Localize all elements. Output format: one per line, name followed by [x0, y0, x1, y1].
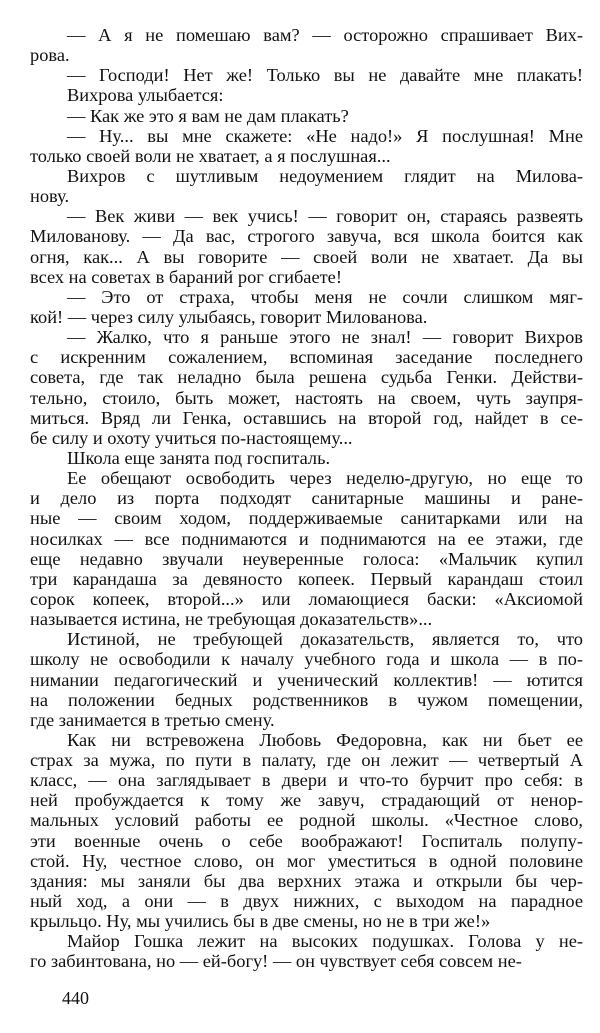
paragraph — [30, 931, 583, 971]
text-line: страх за мужа, по пути в палату, где он лежит — четвертый А — [30, 750, 583, 771]
text-line: еще недавно звучали неуверенные голоса: «Мальчик купил — [30, 548, 583, 569]
text-line: — Это от страха, чтобы меня не сочли слишком мяг- — [67, 286, 583, 307]
text-line: на положении бедных родственников в чужом помещении, — [30, 689, 583, 710]
text-line: го забинтована, но — ей-богу! — он чувствует себя совсем не- — [30, 951, 522, 972]
paragraph — [30, 126, 583, 166]
paragraph — [30, 448, 583, 468]
paragraph — [30, 166, 583, 206]
text-line: Истиной, не требующей доказательств, является то, что — [67, 629, 583, 650]
text-line: — Век живи — век учись! — говорит он, стараясь развеять — [67, 206, 583, 227]
text-line: Вихрова улыбается: — [67, 85, 224, 106]
text-line: тельно, стоило, быть может, настоять на своем, чуть заупря- — [30, 387, 583, 408]
text-line: совета, где так неладно была решена судьба Генки. Действи- — [30, 367, 583, 388]
text-line: Вихров с шутливым недоумением глядит на Милова- — [67, 165, 583, 186]
page-number: 440 — [62, 988, 89, 1008]
text-line: Ее обещают освободить через неделю-другую, но еще то — [67, 468, 583, 489]
text-line: носилках — все поднимаются и поднимаются на ее этажи, где — [30, 528, 583, 549]
paragraph — [30, 468, 583, 629]
paragraph — [30, 25, 583, 65]
text-line: ный ход, а они — в двух нижних, с выходом на парадное — [30, 891, 583, 912]
paragraph — [30, 327, 583, 448]
paragraph — [30, 206, 583, 287]
text-line: Милованову. — Да вас, строгого завуча, вся школа боится как — [30, 226, 583, 247]
text-line: рова. — [30, 45, 70, 66]
text-line: — Жалко, что я раньше этого не знал! — говорит Вихров — [67, 327, 583, 348]
text-line: — Как же это я вам не дам плакать? — [67, 105, 349, 126]
paragraph — [30, 85, 583, 105]
text-line: мальных условий работы ее родной школы. «Честное слово, — [30, 810, 583, 831]
paragraph — [30, 287, 583, 327]
text-line: где занимается в третью смену. — [30, 709, 275, 730]
text-line: три карандаша за девяносто копеек. Первый карандаш стоил — [30, 568, 583, 589]
text-line: миться. Вряд ли Генка, оставшись на второй год, найдет в се- — [30, 407, 583, 428]
text-line: бе силу и охоту учиться по-настоящему... — [30, 427, 353, 448]
text-line: эти военные очень о себе воображают! Госпиталь полупу- — [30, 830, 583, 851]
text-line: и дело из порта подходят санитарные машины и ране- — [30, 488, 583, 509]
text-line: — Ну... вы мне скажете: «Не надо!» Я послушная! Мне — [67, 125, 583, 146]
text-line: школу не освободили к началу учебного года и школа — в по- — [30, 649, 583, 670]
paragraph — [30, 730, 583, 931]
text-line: здания: мы заняли бы два верхних этажа и открыли бы чер- — [30, 870, 583, 891]
text-line: называется истина, не требующая доказательств»... — [30, 609, 433, 630]
text-line: сорок копеек, второй...» или ломающиеся баски: «Аксиомой — [30, 588, 583, 609]
text-line: кой! — через силу улыбаясь, говорит Милованова. — [30, 306, 428, 327]
text-line: Майор Гошка лежит на высоких подушках. Голова у не- — [67, 931, 583, 952]
text-line: — А я не помешаю вам? — осторожно спрашивает Вих- — [67, 25, 583, 45]
paragraph — [30, 629, 583, 730]
body-text — [30, 25, 583, 972]
text-line: — Господи! Нет же! Только вы не давайте мне плакать! — [67, 65, 583, 86]
text-line: крыльцо. Ну, мы учились бы в две смены, но не в три же!» — [30, 911, 491, 932]
text-line: Как ни встревожена Любовь Федоровна, как ни бьет ее — [67, 729, 583, 750]
text-line: нимании педагогический и ученический коллектив! — ютится — [30, 669, 583, 690]
text-line: ные — своим ходом, поддерживаемые санитарками или на — [30, 508, 583, 529]
text-line: огня, как... А вы говорите — своей воли не хватает. Да вы — [30, 246, 583, 267]
text-line: нову. — [30, 186, 70, 207]
paragraph — [30, 65, 583, 85]
text-line: только своей воли не хватает, а я послушная... — [30, 145, 391, 166]
text-line: с искренним сожалением, вспоминая заседание последнего — [30, 347, 583, 368]
text-line: стой. Ну, честное слово, он мог уместиться в одной половине — [30, 850, 583, 871]
paragraph — [30, 106, 583, 126]
text-line: всех на советах в бараний рог сгибаете! — [30, 266, 342, 287]
text-line: Школа еще занята под госпиталь. — [67, 447, 331, 468]
text-line: ней пробуждается к тому же завуч, страдающий от ненор- — [30, 790, 583, 811]
text-line: класс, — она заглядывает в двери и что-то бурчит про себя: в — [30, 770, 583, 791]
